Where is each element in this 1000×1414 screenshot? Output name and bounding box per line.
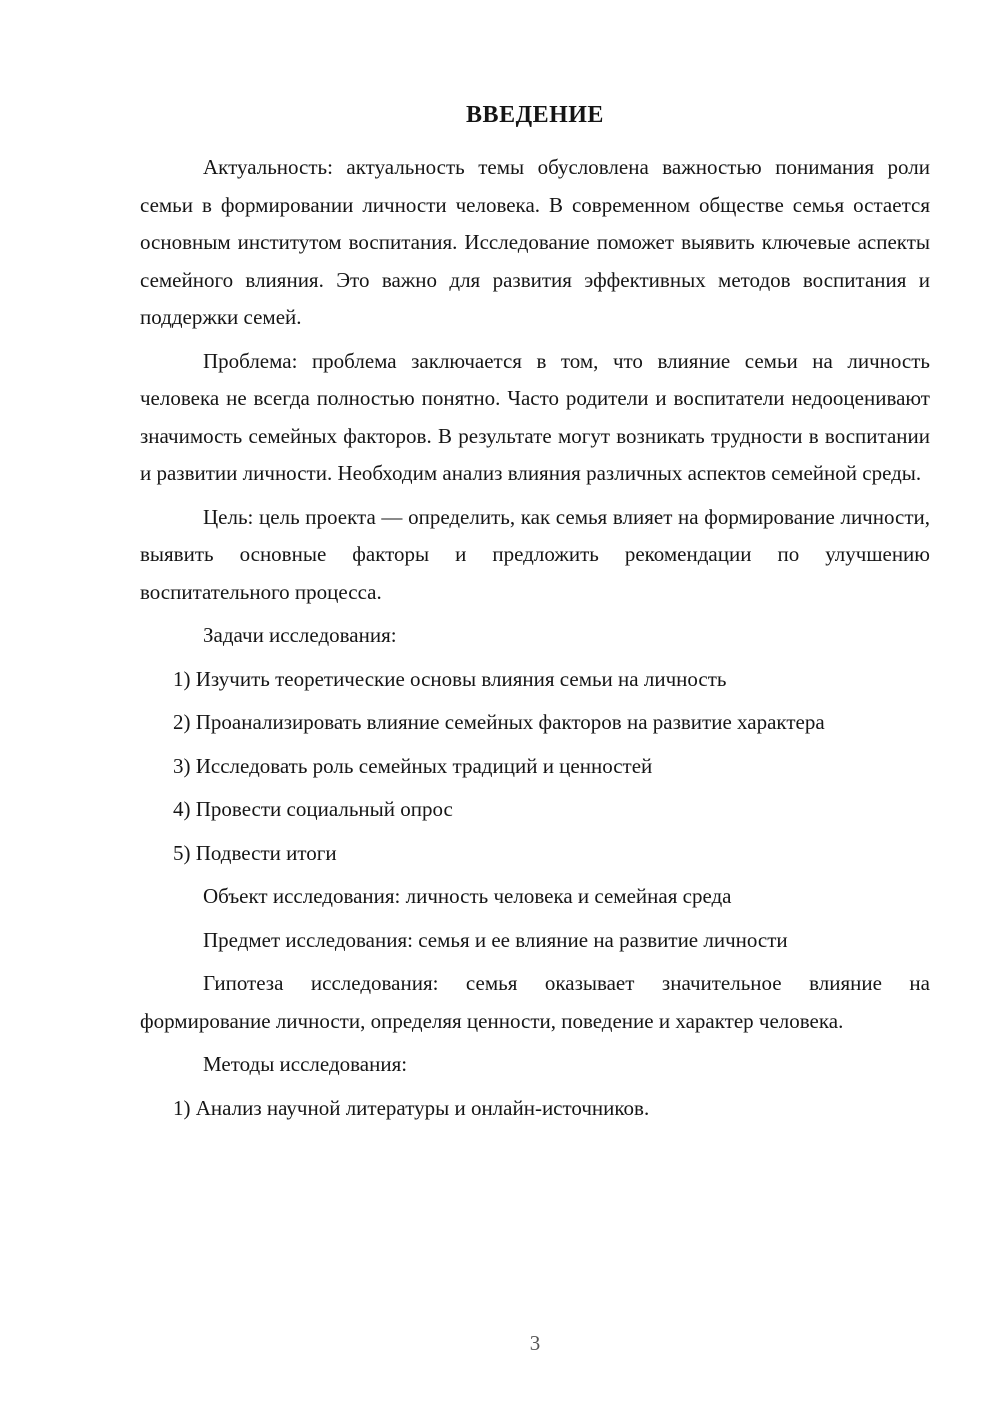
document-paragraphs (140, 149, 930, 1127)
page-number: 3 (529, 1331, 541, 1355)
paragraph: 4) Провести социальный опрос (173, 797, 453, 821)
paragraph: Проблема: проблема заключается в том, что влияние семьи на личность человека не всегда полностью понятно. Часто родители и воспитатели недооценивают значимость семейных факторов. В результате могут возникать трудности в воспитании и развитии личности. Необходим анализ влияния различных аспектов семейной среды. (140, 348, 930, 485)
paragraph: 3) Исследовать роль семейных традиций и ценностей (173, 753, 653, 778)
paragraph: Задачи исследования: (203, 623, 397, 647)
paragraph: Предмет исследования: семья и ее влияние на развитие личности (203, 927, 788, 952)
paragraph: Методы исследования: (203, 1052, 408, 1076)
paragraph: 2) Проанализировать влияние семейных факторов на развитие характера (173, 710, 825, 734)
paragraph: 5) Подвести итоги (173, 840, 337, 865)
paragraph: Объект исследования: личность человека и семейная среда (203, 884, 732, 908)
paragraph: 1) Изучить теоретические основы влияния семьи на личность (173, 666, 727, 691)
paragraph: Цель: цель проекта — определить, как семья влияет на формирование личности, выявить основные факторы и предложить рекомендации по улучшению воспитательного процесса. (140, 504, 930, 604)
paragraph: Актуальность: актуальность темы обусловлена важностью понимания роли семьи в формировании личности человека. В современном обществе семья остается основным институтом воспитания. Исследование поможет выявить ключевые аспекты семейного влияния. Это важно для развития эффективных методов воспитания и поддержки семей. (140, 155, 930, 329)
document-content (140, 96, 930, 1133)
paragraph: 1) Анализ научной литературы и онлайн-источников. (173, 1095, 650, 1120)
paragraph: Гипотеза исследования: семья оказывает значительное влияние на формирование личности, определяя ценности, поведение и характер человека. (140, 971, 930, 1033)
document-title: ВВЕДЕНИЕ (466, 102, 604, 128)
